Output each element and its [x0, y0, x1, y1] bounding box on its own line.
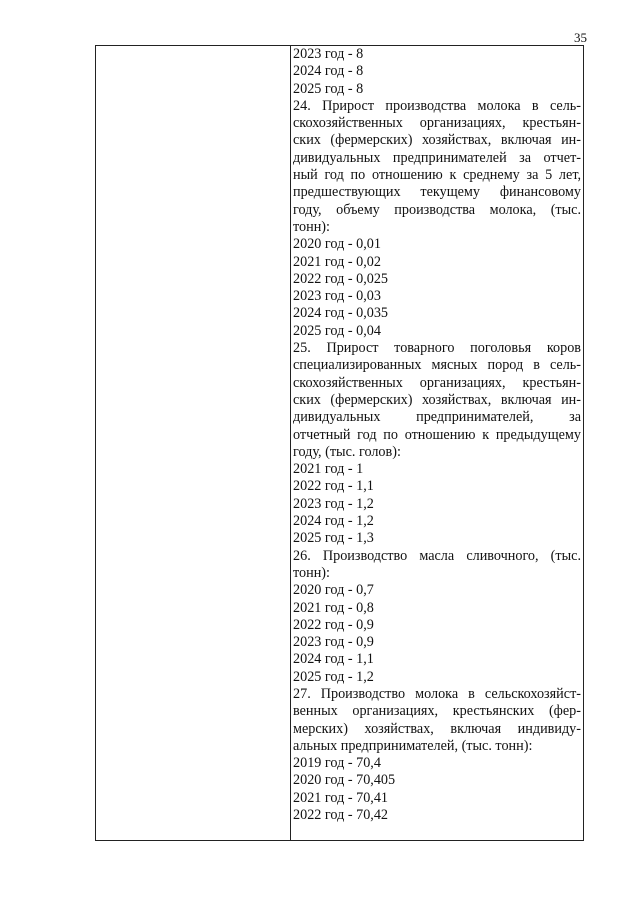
year-value-line: 2020 год - 0,7: [293, 582, 374, 599]
paragraph-line: году, (тыс. голов):: [293, 443, 401, 460]
paragraph-line: дивидуальных предпринимателей, за: [293, 409, 581, 426]
paragraph-line: мерских) хозяйствах, включая индивиду-: [293, 720, 581, 737]
paragraph-line: году, объему производства молока, (тыс.: [293, 201, 581, 218]
paragraph-line: тонн):: [293, 564, 330, 581]
table-left-cell: [96, 46, 291, 840]
paragraph-line: ских (фермерских) хозяйствах, включая ин-: [293, 391, 581, 408]
year-value-line: 2025 год - 1,3: [293, 530, 374, 547]
year-value-line: 2019 год - 70,4: [293, 755, 381, 772]
paragraph-line: 26. Производство масла сливочного, (тыс.: [293, 547, 581, 564]
year-value-line: 2023 год - 0,03: [293, 288, 381, 305]
paragraph-line: скохозяйственных организациях, крестьян-: [293, 374, 581, 391]
paragraph-line: тонн):: [293, 218, 330, 235]
year-value-line: 2022 год - 0,9: [293, 616, 374, 633]
year-value-line: 2022 год - 70,42: [293, 807, 389, 824]
year-value-line: 2025 год - 8: [293, 80, 364, 97]
year-value-line: 2024 год - 1,1: [293, 651, 374, 668]
paragraph-line: 27. Производство молока в сельскохозяйст-: [293, 685, 581, 702]
year-value-line: 2020 год - 70,405: [293, 772, 396, 789]
year-value-line: 2023 год - 0,9: [293, 634, 374, 651]
year-value-line: 2021 год - 0,8: [293, 599, 374, 616]
year-value-line: 2023 год - 8: [293, 46, 364, 62]
page-number: 35: [574, 30, 587, 45]
indicator-paragraph: [293, 340, 581, 461]
paragraph-line: альных предпринимателей, (тыс. тонн):: [293, 737, 533, 754]
paragraph-line: венных организациях, крестьянских (фер-: [293, 703, 581, 720]
indicator-paragraph: [293, 686, 581, 755]
paragraph-line: отчетный год по отношению к предыдущему: [293, 426, 581, 443]
paragraph-line: дивидуальных предпринимателей за отчет-: [293, 149, 581, 166]
paragraph-line: 24. Прирост производства молока в сель-: [293, 97, 581, 114]
indicator-paragraph: [293, 548, 581, 583]
indicator-paragraph: [293, 98, 581, 236]
year-value-line: 2025 год - 0,04: [293, 322, 381, 339]
year-value-line: 2021 год - 1: [293, 461, 364, 478]
paragraph-line: ный год по отношению к среднему за 5 лет,: [293, 167, 581, 184]
year-value-line: 2024 год - 1,2: [293, 513, 374, 530]
year-value-line: 2021 год - 0,02: [293, 253, 381, 270]
year-value-line: 2021 год - 70,41: [293, 789, 389, 806]
paragraph-line: 25. Прирост товарного поголовья коров: [293, 340, 581, 357]
year-value-line: 2025 год - 1,2: [293, 668, 374, 685]
year-value-line: 2020 год - 0,01: [293, 236, 381, 253]
year-value-line: 2022 год - 0,025: [293, 270, 389, 287]
paragraph-line: ских (фермерских) хозяйствах, включая ин-: [293, 132, 581, 149]
year-value-line: 2022 год - 1,1: [293, 478, 374, 495]
year-value-line: 2024 год - 0,035: [293, 305, 389, 322]
year-value-line: 2024 год - 8: [293, 63, 364, 80]
document-table: [95, 45, 584, 841]
year-value-line: 2023 год - 1,2: [293, 495, 374, 512]
paragraph-line: специализированных мясных пород в сель-: [293, 357, 581, 374]
table-right-cell: [291, 46, 583, 840]
paragraph-line: скохозяйственных организациях, крестьян-: [293, 115, 581, 132]
paragraph-line: предшествующих текущему финансовому: [293, 184, 581, 201]
